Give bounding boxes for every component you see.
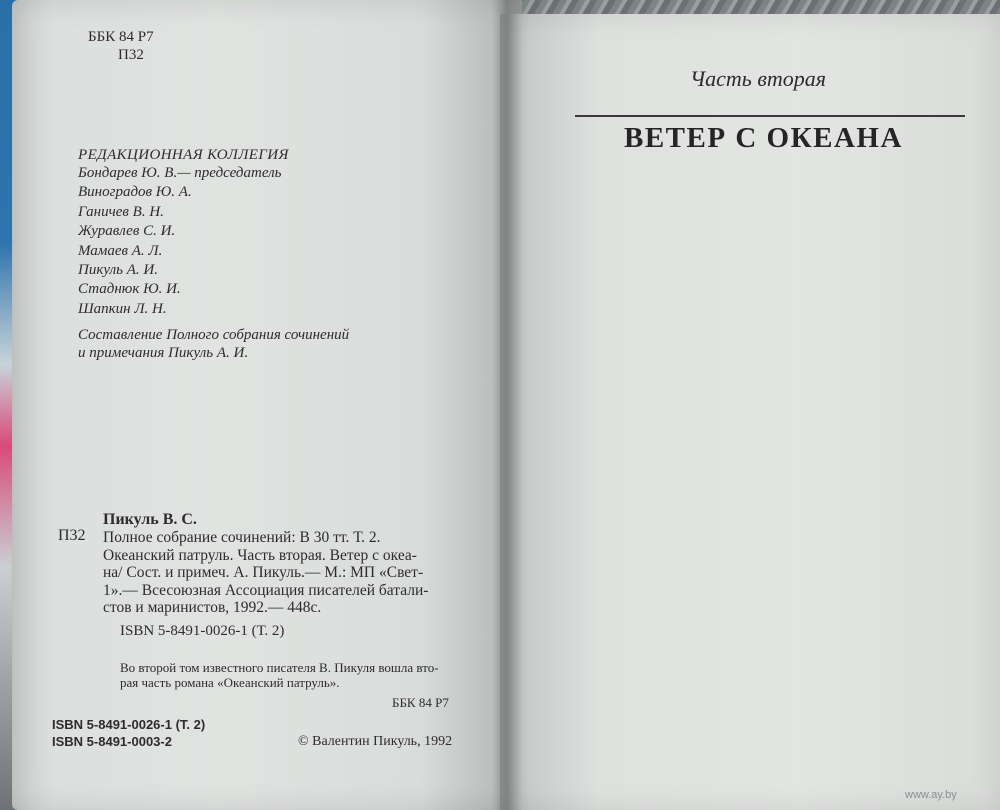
catalog-line: Полное собрание сочинений: В 30 тт. Т. 2. xyxy=(103,529,381,546)
annotation-line: Во второй том известного писателя В. Пикуля вошла вто- xyxy=(120,660,439,675)
catalog-isbn: ISBN 5-8491-0026-1 (Т. 2) xyxy=(120,623,285,639)
board-member: Журавлев С. И. xyxy=(78,223,176,240)
book-title: ВЕТЕР С ОКЕАНА xyxy=(624,122,903,154)
watermark: www.ay.by xyxy=(905,789,957,801)
board-member: Бондарев Ю. В.— председатель xyxy=(78,165,282,181)
isbn-volume: ISBN 5-8491-0026-1 (Т. 2) xyxy=(52,717,206,732)
annotation-line: рая часть романа «Океанский патруль». xyxy=(120,675,340,690)
isbn-set: ISBN 5-8491-0003-2 xyxy=(52,734,172,749)
catalog-description xyxy=(103,529,428,617)
catalog-line: на/ Сост. и примеч. А. Пикуль.— М.: МП «Свет- xyxy=(103,564,424,582)
catalog-line: Океанский патруль. Часть вторая. Ветер с океа- xyxy=(103,546,417,564)
catalog-line: стов и маринистов, 1992.— 448с. xyxy=(103,599,322,617)
catalog-code: П32 xyxy=(58,527,86,544)
editorial-board-title: РЕДАКЦИОННАЯ КОЛЛЕГИЯ xyxy=(78,147,289,163)
catalog-author: Пикуль В. С. xyxy=(103,511,197,528)
board-member: Ганичев В. Н. xyxy=(78,203,164,220)
compilation-note xyxy=(78,326,349,362)
board-member: Стаднюк Ю. И. xyxy=(78,281,181,298)
part-heading: Часть вторая xyxy=(690,66,826,91)
catalog-line: 1».— Всесоюзная Ассоциация писателей батали- xyxy=(103,581,429,599)
copyright-notice: © Валентин Пикуль, 1992 xyxy=(298,734,453,749)
author-code-top: П32 xyxy=(118,47,144,63)
editorial-board-list xyxy=(78,164,281,319)
board-member: Пикуль А. И. xyxy=(78,262,158,279)
board-member: Виноградов Ю. А. xyxy=(78,184,192,201)
compilation-line: Составление Полного собрания сочинений xyxy=(78,327,350,343)
book-gutter xyxy=(492,0,522,810)
heading-rule xyxy=(575,115,965,117)
annotation xyxy=(120,660,439,690)
classification-code-top: ББК 84 Р7 xyxy=(88,29,154,45)
board-member: Шапкин Л. Н. xyxy=(78,300,167,317)
classification-code-bottom: ББК 84 Р7 xyxy=(392,695,449,710)
compilation-line: и примечания Пикуль А. И. xyxy=(78,345,249,361)
board-member: Мамаев А. Л. xyxy=(78,242,163,259)
